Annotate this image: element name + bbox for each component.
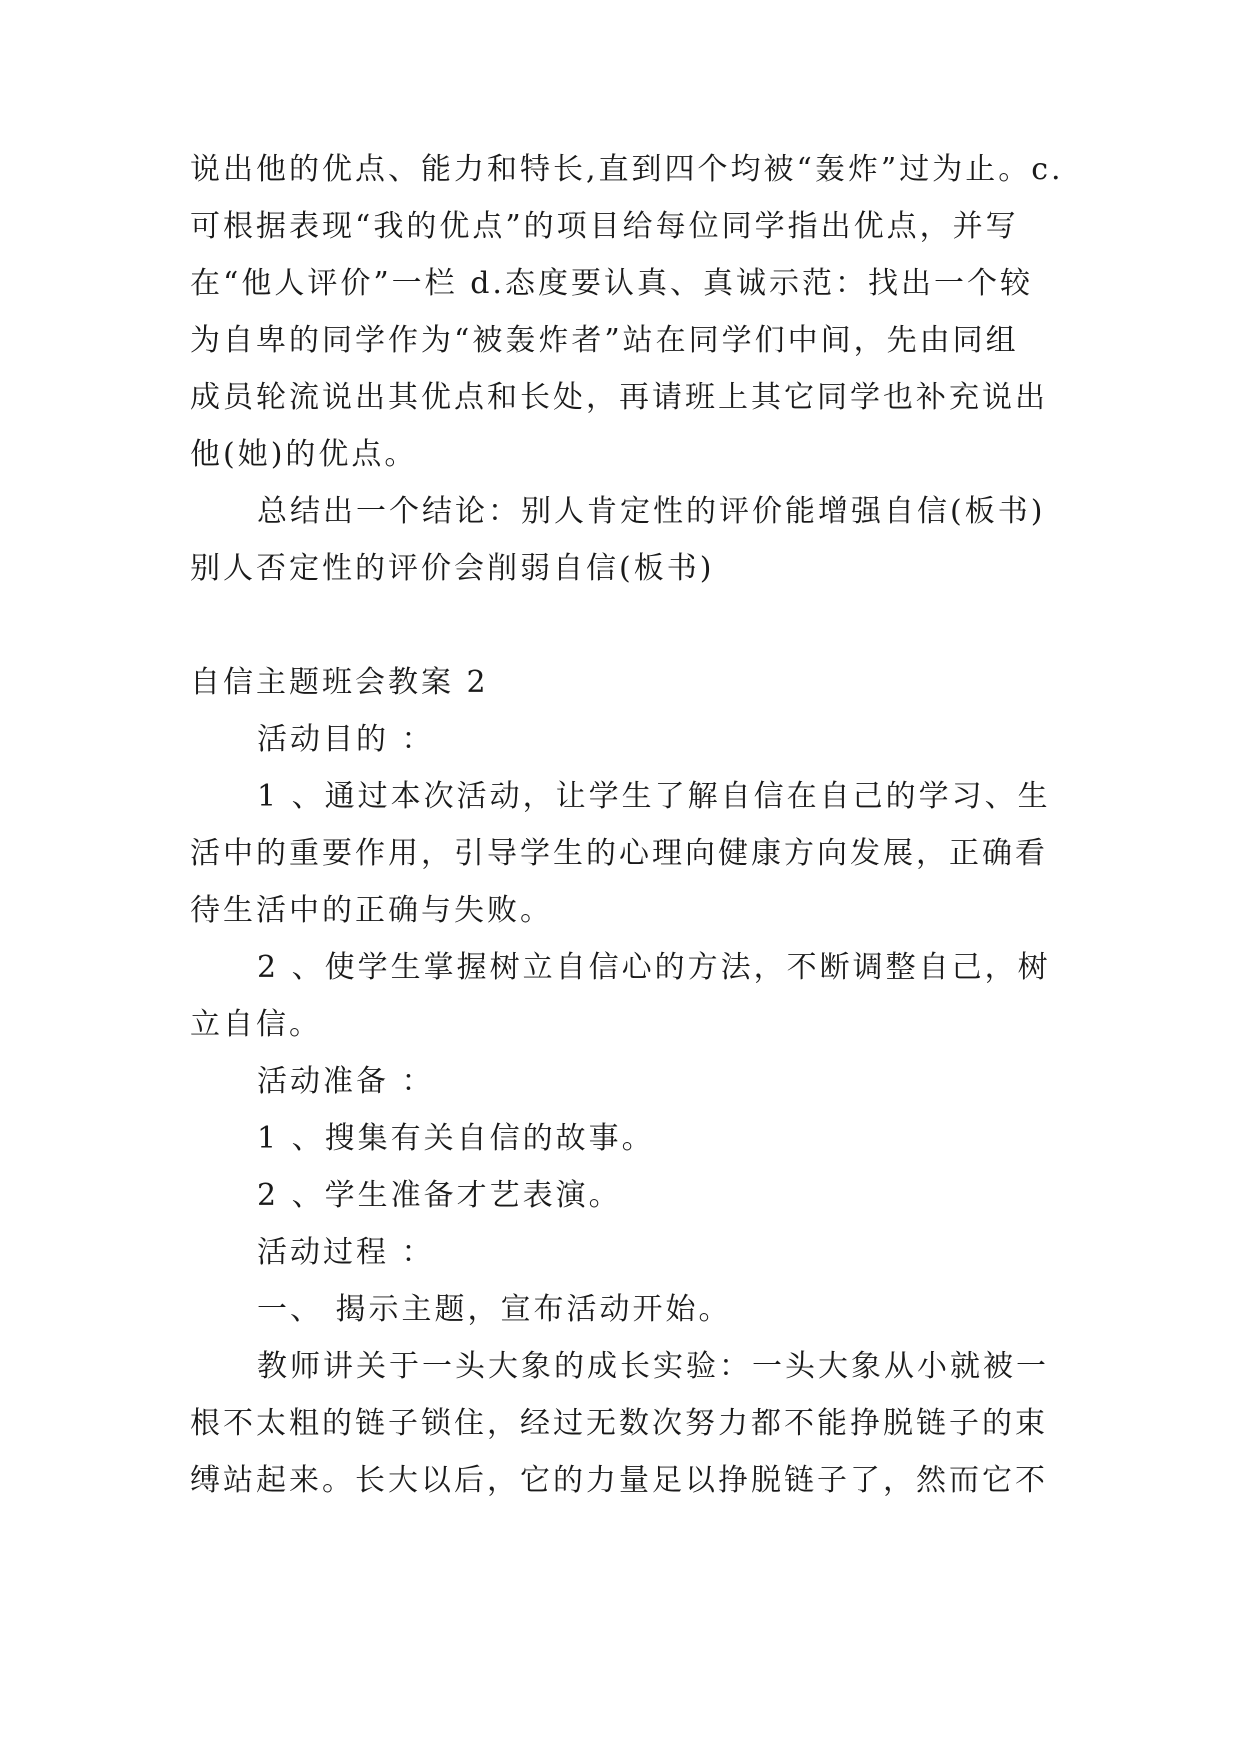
paragraph-line: 2 、使学生掌握树立自信心的方法，不断调整自己，树 (257, 950, 1051, 985)
section-title: 自信主题班会教案 2 (190, 665, 489, 700)
paragraph-line: 待生活中的正确与失败。 (190, 893, 553, 928)
paragraph-line: 根不太粗的链子锁住，经过无数次努力都不能挣脱链子的束 (190, 1406, 1048, 1441)
subheading: 活动过程 ： (257, 1235, 435, 1270)
paragraph-line: 1 、通过本次活动，让学生了解自信在自己的学习、生 (257, 779, 1051, 814)
paragraph-line: 教师讲关于一头大象的成长实验：一头大象从小就被一 (257, 1349, 1049, 1384)
subheading: 活动准备 ： (257, 1064, 435, 1099)
paragraph-line: 总结出一个结论：别人肯定性的评价能增强自信(板书) (257, 494, 1046, 529)
paragraph-line: 他(她)的优点。 (190, 437, 418, 472)
paragraph-line: 在“他人评价”一栏 d.态度要认真、真诚示范：找出一个较 (190, 266, 1033, 301)
paragraph-line: 立自信。 (190, 1007, 322, 1042)
paragraph-line: 缚站起来。长大以后，它的力量足以挣脱链子了，然而它不 (190, 1463, 1048, 1498)
subheading: 活动目的 ： (257, 722, 435, 757)
paragraph-line: 活中的重要作用，引导学生的心理向健康方向发展，正确看 (190, 836, 1048, 871)
paragraph-line: 成员轮流说出其优点和长处，再请班上其它同学也补充说出 (190, 380, 1048, 415)
paragraph-line: 为自卑的同学作为“被轰炸者”站在同学们中间，先由同组 (190, 323, 1019, 358)
paragraph-line: 说出他的优点、能力和特长,直到四个均被“轰炸”过为止。c. (190, 152, 1064, 187)
list-item: 一、 揭示主题，宣布活动开始。 (257, 1292, 732, 1327)
list-item: 2 、学生准备才艺表演。 (257, 1178, 622, 1213)
list-item: 1 、搜集有关自信的故事。 (257, 1121, 655, 1156)
paragraph-line: 可根据表现“我的优点”的项目给每位同学指出优点，并写 (190, 209, 1019, 244)
paragraph-line: 别人否定性的评价会削弱自信(板书) (190, 551, 715, 586)
